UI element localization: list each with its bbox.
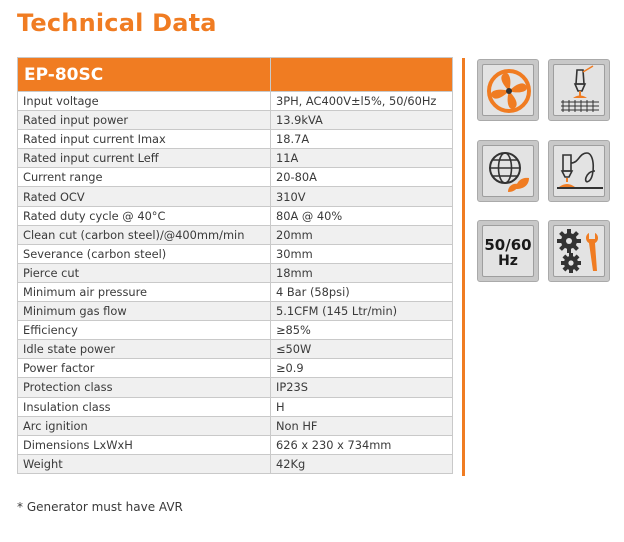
spec-label: Severance (carbon steel) — [18, 244, 271, 263]
spec-label: Protection class — [18, 378, 271, 397]
footnote: * Generator must have AVR — [17, 500, 183, 514]
spec-label: Rated OCV — [18, 187, 271, 206]
table-row — [18, 244, 453, 263]
spec-value: 42Kg — [271, 454, 453, 473]
spec-label: Rated input power — [18, 111, 271, 130]
table-row — [18, 397, 453, 416]
table-row — [18, 302, 453, 321]
table-row — [18, 340, 453, 359]
table-header-row — [18, 58, 453, 92]
spec-value: 30mm — [271, 244, 453, 263]
global-eco-icon — [477, 140, 539, 202]
table-row — [18, 130, 453, 149]
divider-bar — [462, 58, 465, 476]
spec-value: 80A @ 40% — [271, 206, 453, 225]
spec-label: Rated input current Leff — [18, 149, 271, 168]
spec-label: Insulation class — [18, 397, 271, 416]
fan-cooling-icon — [477, 59, 539, 121]
spec-value: 20-80A — [271, 168, 453, 187]
table-row — [18, 168, 453, 187]
spec-value: 310V — [271, 187, 453, 206]
spec-label: Minimum gas flow — [18, 302, 271, 321]
spec-value: 18.7A — [271, 130, 453, 149]
table-row — [18, 435, 453, 454]
spec-value: H — [271, 397, 453, 416]
spec-label: Dimensions LxWxH — [18, 435, 271, 454]
spec-label: Input voltage — [18, 92, 271, 111]
gears-wrench-icon — [548, 220, 610, 282]
table-row — [18, 225, 453, 244]
spec-value: ≥85% — [271, 321, 453, 340]
frequency-50-60hz-icon — [477, 220, 539, 282]
spec-label: Arc ignition — [18, 416, 271, 435]
spec-value: 20mm — [271, 225, 453, 244]
spec-label: Minimum air pressure — [18, 282, 271, 301]
table-row — [18, 378, 453, 397]
spec-value: 4 Bar (58psi) — [271, 282, 453, 301]
frequency-line2: Hz — [498, 253, 518, 269]
spec-label: Efficiency — [18, 321, 271, 340]
spec-value: 13.9kVA — [271, 111, 453, 130]
model-name: EP-80SC — [18, 58, 271, 92]
frequency-line1: 50/60 — [484, 236, 532, 254]
table-row — [18, 187, 453, 206]
table-row — [18, 282, 453, 301]
technical-data-table — [17, 57, 453, 474]
plasma-torch-grid-cutting-icon — [548, 59, 610, 121]
header-empty-cell — [271, 58, 453, 92]
page-title: Technical Data — [17, 9, 217, 37]
table-body — [18, 92, 453, 474]
spec-label: Weight — [18, 454, 271, 473]
spec-label: Rated duty cycle @ 40°C — [18, 206, 271, 225]
spec-label: Rated input current Imax — [18, 130, 271, 149]
table-row — [18, 149, 453, 168]
spec-value: 18mm — [271, 263, 453, 282]
table-row — [18, 321, 453, 340]
spec-value: ≥0.9 — [271, 359, 453, 378]
spec-label: Idle state power — [18, 340, 271, 359]
table-row — [18, 263, 453, 282]
spec-value: 5.1CFM (145 Ltr/min) — [271, 302, 453, 321]
spec-label: Current range — [18, 168, 271, 187]
table-row — [18, 111, 453, 130]
spec-label: Pierce cut — [18, 263, 271, 282]
plasma-torch-pierce-icon — [548, 140, 610, 202]
spec-value: 3PH, AC400V±l5%, 50/60Hz — [271, 92, 453, 111]
table-row — [18, 359, 453, 378]
spec-label: Clean cut (carbon steel)/@400mm/min — [18, 225, 271, 244]
spec-value: IP23S — [271, 378, 453, 397]
spec-value: 11A — [271, 149, 453, 168]
table-row — [18, 416, 453, 435]
spec-value: 626 x 230 x 734mm — [271, 435, 453, 454]
spec-value: ≤50W — [271, 340, 453, 359]
table-row — [18, 92, 453, 111]
table-row — [18, 454, 453, 473]
spec-label: Power factor — [18, 359, 271, 378]
spec-value: Non HF — [271, 416, 453, 435]
table-row — [18, 206, 453, 225]
